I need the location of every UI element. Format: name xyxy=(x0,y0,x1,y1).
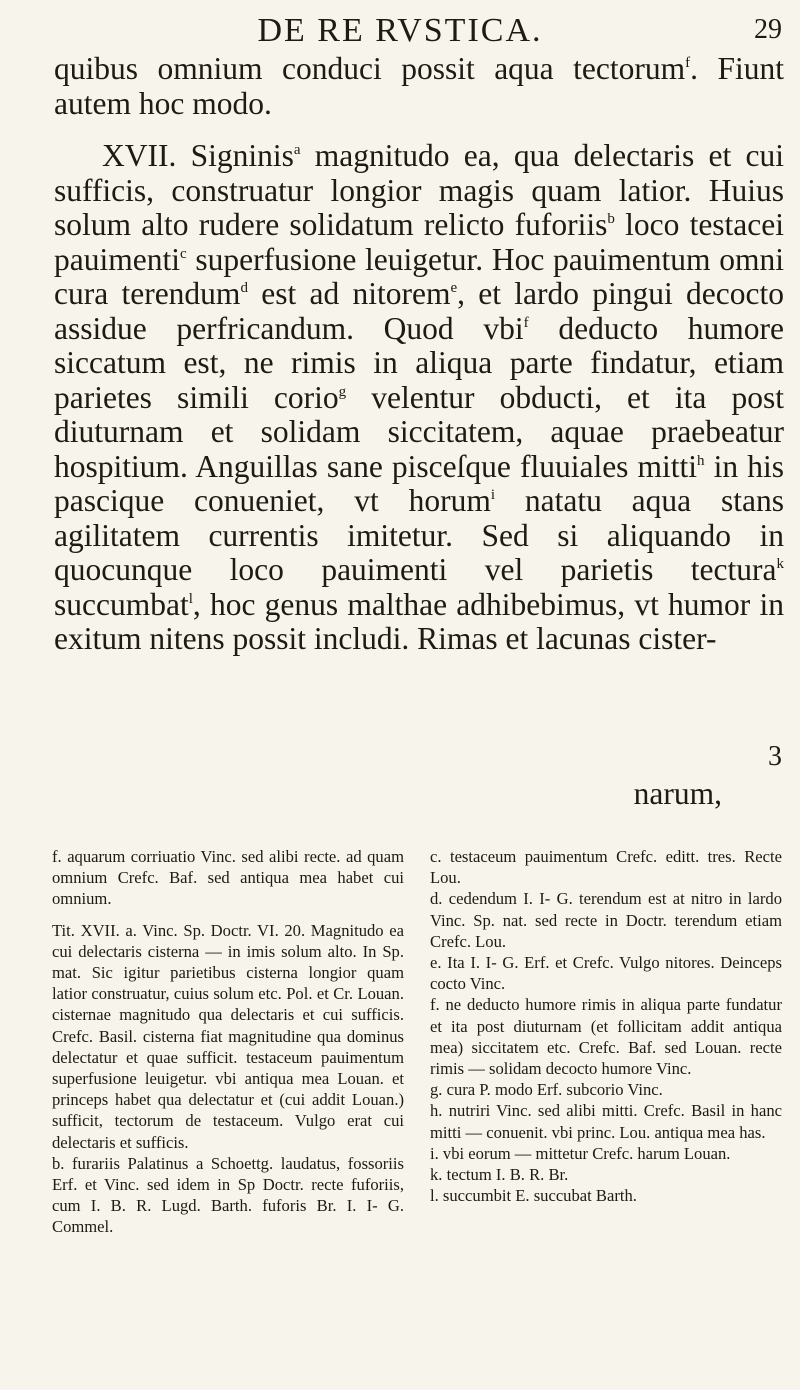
catchword: narum, xyxy=(633,776,722,811)
footnote-marker: f xyxy=(685,55,691,71)
footnote: c. testaceum pauimentum Crefc. editt. tres. Recte Lou. xyxy=(430,847,782,888)
text-run: , hoc genus malthae adhibebimus, vt humor in exitum nitens possit includi. Rimas et lacunas cister- xyxy=(54,586,784,656)
main-text xyxy=(54,52,784,657)
footnote-marker: c xyxy=(179,245,187,262)
footnote-marker: g xyxy=(338,383,347,400)
paragraph-xvii xyxy=(54,139,784,657)
footnote: l. succumbit E. succubat Barth. xyxy=(430,1186,637,1206)
footnotes-right-column xyxy=(430,846,782,1206)
text-run: superfusione leuigetur. Hoc pauimentum omni cura terendum xyxy=(54,241,784,311)
text-run: in his pascique conueniet, vt horum xyxy=(54,448,785,518)
footnote-marker: b xyxy=(607,211,615,227)
footnote: d. cedendum I. I- G. terendum est at nitro in lardo Vinc. Sp. nat. sed recte in Doctr. terendum etiam Crefc. Lou. xyxy=(430,889,782,951)
footnote: k. tectum I. B. R. Br. xyxy=(430,1165,569,1185)
footnote: f. aquarum corriuatio Vinc. sed alibi recte. ad quam omnium Crefc. Baf. sed antiqua mea habet cui omnium. xyxy=(52,847,404,909)
text-run: loco testacei pauimenti xyxy=(54,207,785,277)
footnote-marker: f xyxy=(523,314,529,331)
text-run: est ad nitorem xyxy=(247,276,451,311)
text-run: XVII. Signinis xyxy=(102,138,294,173)
text-run: magnitudo ea, qua delectaris et cui sufficis, construatur longior magis quam latior. Huius solum alto rudere solidatum relicto fuforiis xyxy=(54,138,784,242)
footnote: b. furariis Palatinus a Schoettg. laudatus, fossoriis Erf. et Vinc. sed idem in Sp Doctr. recte fuforiis, cum I. B. R. Lugd. Barth. fuforis Br. I. I- G. Commel. xyxy=(52,1153,404,1237)
footnote: g. cura P. modo Erf. subcorio Vinc. xyxy=(430,1080,663,1100)
page-number: 29 xyxy=(754,14,782,45)
footnote-marker: h xyxy=(697,452,705,469)
text-run: . Fiunt autem hoc modo. xyxy=(54,51,784,121)
signature-mark: 3 xyxy=(768,741,782,772)
text-run: natatu aqua stans agilitatem currentis imitetur. Sed si aliquando in quocunque loco pauimenti vel parietis tectura xyxy=(54,483,784,587)
footnote-marker: l xyxy=(188,590,193,607)
footnote-marker: i xyxy=(490,487,495,503)
running-head xyxy=(0,6,800,50)
text-run: , et lardo pingui decocto assidue perfricandum. Quod vbi xyxy=(54,276,784,346)
footnote-marker: d xyxy=(240,280,248,296)
footnote: f. ne deducto humore rimis in aliqua parte fundatur et ita post diuturnam (et follicitam addit antiqua mea) siccitatem etc. Crefc. Baf. sed Louan. recte rimis — solidam decocto humore Vinc. xyxy=(430,995,782,1079)
footnote: Tit. XVII. a. Vinc. Sp. Doctr. VI. 20. Magnitudo ea cui delectaris cisterna — in imis solum alto. In Sp. mat. Sic igitur parietibus cisterna longior quam latior construatur, cuius solum etc. Pol. et Cr. Louan. cisternae magnitudo qua delectaris et cui sufficis. Crefc. Basil. cisterna fiat magnitudine qua dominus delectatur et quae sufficit. testaceum pauimentum superfusione leuigetur. vbi antiqua mea Louan. et princeps habet qua delectatur et (cui addit Louan.) sufficit, tectorum de testaceum. Vulgo erat cui delectaris et sufficis. xyxy=(52,920,404,1152)
footnote: e. Ita I. I- G. Erf. et Crefc. Vulgo nitores. Deinceps cocto Vinc. xyxy=(430,953,782,994)
footnote-marker: e xyxy=(450,280,458,296)
text-run: succumbat xyxy=(54,586,189,622)
text-run: deducto humore siccatum est, ne rimis in aliqua parte findatur, etiam parietes simili corio xyxy=(54,310,785,415)
footnotes-left-column xyxy=(52,846,404,1238)
footnote-marker: k xyxy=(776,556,784,572)
footnote: h. nutriri Vinc. sed alibi mitti. Crefc. Basil in hanc mitti — conuenit. vbi princ. Lou. antiqua mea has. xyxy=(430,1101,782,1142)
running-title: DE RE RVSTICA. xyxy=(257,12,543,49)
footnote: i. vbi eorum — mittetur Crefc. harum Louan. xyxy=(430,1143,731,1163)
text-run: quibus omnium conduci possit aqua tectorum xyxy=(54,51,686,86)
paragraph-continuation xyxy=(54,52,784,121)
footnote-marker: a xyxy=(293,142,301,158)
footnotes xyxy=(52,846,782,1376)
text-run: velentur obducti, et ita post diuturnam et solidam siccitatem, aquae praebeatur hospitium. Anguillas sane pisceſque fluuiales mitti xyxy=(54,379,784,484)
